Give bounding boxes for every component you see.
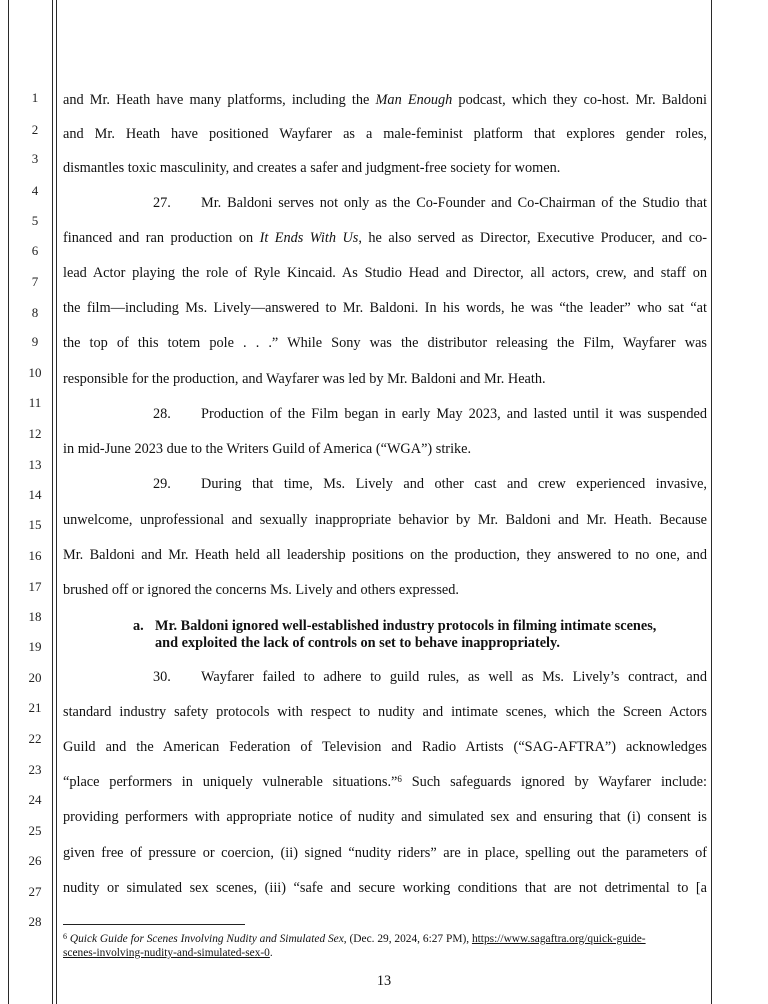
film-title: It Ends With Us bbox=[259, 230, 359, 246]
paragraph-29-line: 29. During that time, Ms. Lively and other cast and crew experienced invasive, bbox=[153, 476, 707, 492]
line-number: 7 bbox=[31, 274, 39, 289]
paragraph-30-line: 30. Wayfarer failed to adhere to guild rules, as well as Ms. Lively’s contract, and bbox=[153, 669, 707, 685]
margin-line-left-1 bbox=[52, 0, 53, 1004]
line-number: 18 bbox=[28, 609, 42, 624]
line-number: 3 bbox=[31, 151, 39, 166]
text-line: brushed off or ignored the concerns Ms. Lively and others expressed. bbox=[63, 582, 459, 598]
line-number: 4 bbox=[31, 183, 39, 198]
text-line: and Mr. Heath have positioned Wayfarer as a male-feminist platform that explores gender roles, bbox=[63, 126, 707, 142]
text-line: nudity or simulated sex scenes, (iii) “safe and secure working conditions that are not detrimental to [a bbox=[63, 880, 707, 896]
line-number: 24 bbox=[28, 792, 42, 807]
margin-line-left-2 bbox=[56, 0, 57, 1004]
text-line: providing performers with appropriate notice of nudity and simulated sex and ensuring that (i) consent is bbox=[63, 809, 707, 825]
text-line: “place performers in uniquely vulnerable situations.”$^6$ Such safeguards ignored by Wayfarer include: bbox=[63, 774, 707, 790]
section-heading: a. Mr. Baldoni ignored well-established industry protocols in filming intimate scenes, and exploited the lack of controls on set to behave inappropriately. bbox=[133, 618, 657, 651]
line-number: 23 bbox=[28, 762, 42, 777]
page-number: 13 bbox=[376, 973, 392, 989]
line-number: 17 bbox=[28, 579, 42, 594]
paragraph-number: 29. bbox=[153, 476, 171, 492]
paragraph-28-line: 28. Production of the Film began in early May 2023, and lasted until it was suspended bbox=[153, 406, 707, 422]
line-number: 26 bbox=[28, 853, 42, 868]
footnote-continuation: scenes-involving-nudity-and-simulated-sex-0. bbox=[63, 947, 273, 959]
line-number: 1 bbox=[31, 90, 39, 105]
text-line: and Mr. Heath have many platforms, including the Man Enough podcast, which they co-host. Mr. Baldoni bbox=[63, 92, 707, 108]
line-number: 2 bbox=[31, 122, 39, 137]
footnote-reference[interactable]: 6 bbox=[397, 774, 402, 784]
line-number: 6 bbox=[31, 243, 39, 258]
paragraph-number: 30. bbox=[153, 669, 171, 685]
line-number: 27 bbox=[28, 884, 42, 899]
text-line: dismantles toxic masculinity, and creates a safer and judgment-free society for women. bbox=[63, 160, 561, 176]
text-line: unwelcome, unprofessional and sexually inappropriate behavior by Mr. Baldoni and Mr. Heath. Because bbox=[63, 512, 707, 528]
line-number: 12 bbox=[28, 426, 42, 441]
line-number: 11 bbox=[28, 395, 42, 410]
paragraph-number: 28. bbox=[153, 406, 171, 422]
line-number: 28 bbox=[28, 914, 42, 929]
line-number: 19 bbox=[28, 639, 42, 654]
heading-label: a. bbox=[133, 618, 144, 634]
text-line: given free of pressure or coercion, (ii) signed “nudity riders” are in place, spelling out the parameters of bbox=[63, 845, 707, 861]
text-line: in mid-June 2023 due to the Writers Guild of America (“WGA”) strike. bbox=[63, 441, 472, 457]
line-number: 16 bbox=[28, 548, 42, 563]
text-line: Mr. Baldoni and Mr. Heath held all leadership positions on the production, they answered to no one, and bbox=[63, 547, 707, 563]
podcast-title: Man Enough bbox=[375, 92, 453, 108]
line-number: 21 bbox=[28, 700, 42, 715]
footnote-title: Quick Guide for Scenes Involving Nudity and Simulated Sex bbox=[69, 933, 344, 945]
footnote-divider bbox=[63, 924, 245, 925]
paragraph-27-line: 27. Mr. Baldoni serves not only as the Co-Founder and Co-Chairman of the Studio that bbox=[153, 195, 707, 211]
line-number: 15 bbox=[28, 517, 42, 532]
footnote-link-continued[interactable]: scenes-involving-nudity-and-simulated-sex-0 bbox=[63, 947, 270, 959]
margin-line-right bbox=[711, 0, 712, 1004]
line-number: 14 bbox=[28, 487, 42, 502]
text-line: the top of this totem pole . . .” While Sony was the distributor releasing the Film, Wayfarer was bbox=[63, 335, 707, 351]
footnote-link[interactable]: https://www.sagaftra.org/quick-guide- bbox=[471, 933, 646, 945]
line-number: 20 bbox=[28, 670, 42, 685]
line-number: 8 bbox=[31, 305, 39, 320]
footnote-number: 6 bbox=[63, 932, 67, 941]
line-number: 10 bbox=[28, 365, 42, 380]
text-line: the film—including Ms. Lively—answered to Mr. Baldoni. In his words, he was “the leader” who sat “at bbox=[63, 300, 707, 316]
line-number: 13 bbox=[28, 457, 42, 472]
margin-line-left-outer bbox=[8, 0, 9, 1004]
paragraph-number: 27. bbox=[153, 195, 171, 211]
text-line: Guild and the American Federation of Television and Radio Artists (“SAG-AFTRA”) acknowledges bbox=[63, 739, 707, 755]
text-line: responsible for the production, and Wayfarer was led by Mr. Baldoni and Mr. Heath. bbox=[63, 371, 546, 387]
line-number: 25 bbox=[28, 823, 42, 838]
text-line: standard industry safety protocols with respect to nudity and intimate scenes, which the Screen Actors bbox=[63, 704, 707, 720]
text-line: lead Actor playing the role of Ryle Kincaid. As Studio Head and Director, all actors, crew, and staff on bbox=[63, 265, 707, 281]
line-number: 9 bbox=[31, 334, 39, 349]
footnote: $^6$ Quick Guide for Scenes Involving Nudity and Simulated Sex, (Dec. 29, 2024, 6:27 PM), https://www.sagaftra.org/quick-guide- bbox=[63, 932, 646, 945]
line-number: 22 bbox=[28, 731, 42, 746]
text-line: financed and ran production on It Ends With Us, he also served as Director, Executive Producer, and co- bbox=[63, 230, 707, 246]
line-number: 5 bbox=[31, 213, 39, 228]
